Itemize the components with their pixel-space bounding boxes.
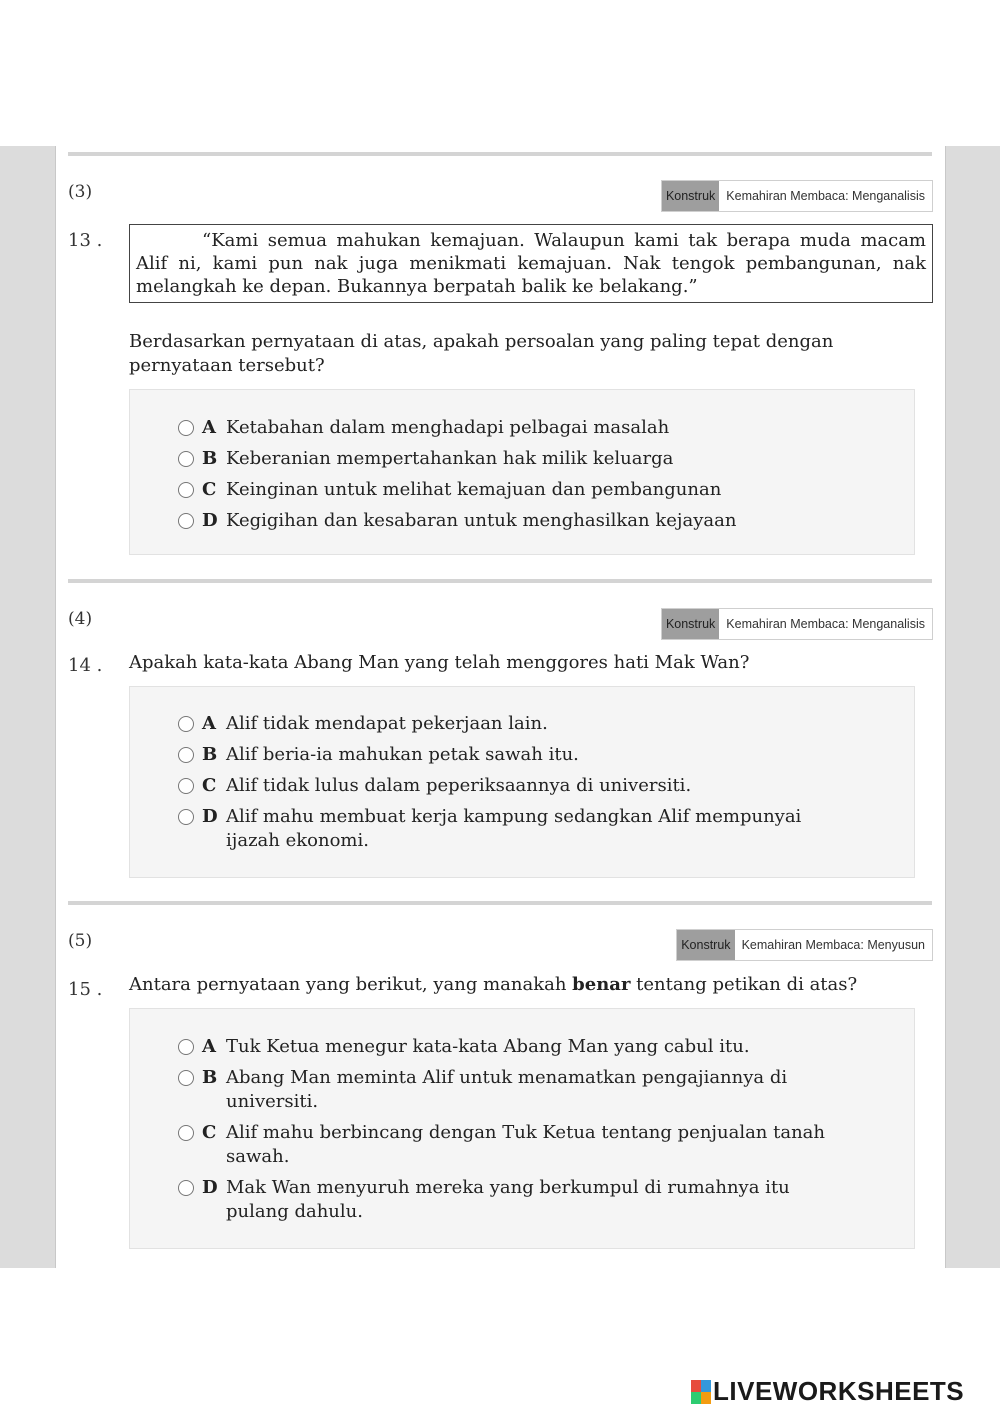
logo-mark-icon (691, 1380, 711, 1404)
options-panel (129, 389, 915, 555)
question-stem (129, 973, 919, 997)
option-a[interactable] (130, 416, 914, 440)
option-letter: D (202, 806, 218, 827)
option-a[interactable] (130, 712, 914, 736)
radio-button[interactable] (178, 451, 194, 467)
stem-text: Antara pernyataan yang berikut, yang manakah (129, 974, 573, 995)
construct-badge (661, 608, 933, 640)
construct-value: Kemahiran Membaca: Menyusun (735, 930, 932, 960)
option-text: Alif beria-ia mahukan petak sawah itu. (226, 744, 579, 765)
option-letter: C (202, 1122, 217, 1143)
option-text: Alif mahu berbincang dengan Tuk Ketua tentang penjualan tanah sawah. (226, 1122, 826, 1167)
stem-text: tentang petikan di atas? (630, 974, 858, 995)
construct-tag: Konstruk (662, 181, 719, 211)
options-panel (129, 686, 915, 878)
question-stem: Berdasarkan pernyataan di atas, apakah persoalan yang paling tepat dengan pernyataan tersebut? (129, 331, 834, 376)
section-label: (4) (68, 609, 93, 629)
option-text: Keberanian mempertahankan hak milik keluarga (226, 448, 674, 469)
radio-button[interactable] (178, 420, 194, 436)
option-text: Alif tidak lulus dalam peperiksaannya di universiti. (226, 775, 692, 796)
option-c[interactable] (130, 1121, 914, 1169)
quote-text: “Kami semua mahukan kemajuan. Walaupun kami tak berapa muda macam Alif ni, kami pun nak juga menikmati kemajuan. Nak tengok pembangunan, nak melangkah ke depan. Bukannya berpatah balik ke belakang.” (136, 230, 926, 297)
construct-value: Kemahiran Membaca: Menganalisis (719, 609, 932, 639)
construct-badge (676, 929, 933, 961)
construct-tag: Konstruk (677, 930, 734, 960)
radio-button[interactable] (178, 1070, 194, 1086)
option-letter: C (202, 775, 217, 796)
divider (68, 901, 932, 905)
option-text: Ketabahan dalam menghadapi pelbagai masalah (226, 417, 670, 438)
option-text: Abang Man meminta Alif untuk menamatkan pengajiannya di universiti. (226, 1067, 788, 1112)
option-d[interactable] (130, 1176, 914, 1224)
construct-value: Kemahiran Membaca: Menganalisis (719, 181, 932, 211)
radio-button[interactable] (178, 809, 194, 825)
option-b[interactable] (130, 447, 914, 471)
option-b[interactable] (130, 1066, 914, 1114)
radio-button[interactable] (178, 747, 194, 763)
options-panel (129, 1008, 915, 1249)
option-letter: B (202, 448, 218, 469)
option-text: Kegigihan dan kesabaran untuk menghasilkan kejayaan (226, 510, 737, 531)
option-letter: A (202, 713, 216, 734)
radio-button[interactable] (178, 1180, 194, 1196)
option-c[interactable] (130, 478, 914, 502)
option-a[interactable] (130, 1035, 914, 1059)
quote-box (129, 224, 933, 303)
question-stem: Apakah kata-kata Abang Man yang telah menggores hati Mak Wan? (129, 652, 750, 673)
construct-badge (661, 180, 933, 212)
option-letter: D (202, 1177, 218, 1198)
divider (68, 152, 932, 156)
stem-emphasis: benar (572, 974, 631, 995)
option-letter: C (202, 479, 217, 500)
option-c[interactable] (130, 774, 914, 798)
question-number: 14 . (68, 655, 103, 676)
radio-button[interactable] (178, 482, 194, 498)
construct-tag: Konstruk (662, 609, 719, 639)
option-b[interactable] (130, 743, 914, 767)
option-text: Keinginan untuk melihat kemajuan dan pembangunan (226, 479, 722, 500)
option-letter: B (202, 1067, 218, 1088)
radio-button[interactable] (178, 1125, 194, 1141)
option-d[interactable] (130, 509, 914, 533)
radio-button[interactable] (178, 1039, 194, 1055)
option-text: Alif mahu membuat kerja kampung sedangkan Alif mempunyai ijazah ekonomi. (226, 806, 802, 851)
option-letter: A (202, 417, 216, 438)
brand-name: LIVEWORKSHEETS (713, 1376, 965, 1406)
option-text: Mak Wan menyuruh mereka yang berkumpul di rumahnya itu pulang dahulu. (226, 1177, 790, 1222)
option-text: Alif tidak mendapat pekerjaan lain. (226, 713, 548, 734)
worksheet-page (55, 146, 946, 1268)
radio-button[interactable] (178, 513, 194, 529)
option-letter: D (202, 510, 218, 531)
radio-button[interactable] (178, 716, 194, 732)
section-label: (3) (68, 182, 93, 202)
radio-button[interactable] (178, 778, 194, 794)
section-label: (5) (68, 931, 93, 951)
option-d[interactable] (130, 805, 914, 853)
liveworksheets-logo (691, 1376, 964, 1407)
option-text: Tuk Ketua menegur kata-kata Abang Man yang cabul itu. (226, 1036, 750, 1057)
option-letter: B (202, 744, 218, 765)
divider (68, 579, 932, 583)
question-number: 15 . (68, 979, 103, 1000)
question-number: 13 . (68, 230, 103, 251)
option-letter: A (202, 1036, 216, 1057)
